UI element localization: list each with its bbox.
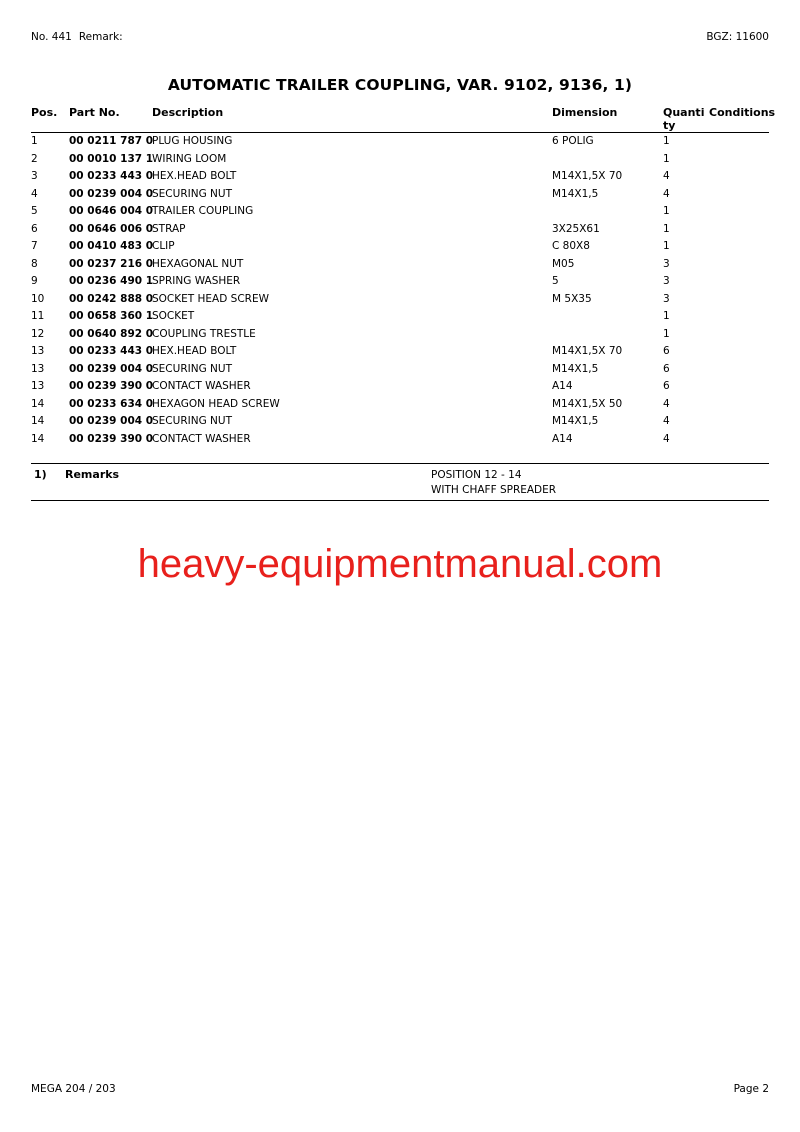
cell-description: PLUG HOUSING [152, 135, 233, 147]
cell-quantity: 3 [663, 257, 670, 270]
cell-pos: 6 [31, 222, 38, 235]
cell-quantity: 1 [663, 327, 670, 340]
table-row [31, 168, 769, 186]
watermark: heavy-equipmentmanual.com [137, 542, 663, 586]
footer-model: MEGA 204 / 203 [31, 1083, 116, 1095]
table-row [31, 186, 769, 204]
cell-description: SOCKET [152, 310, 195, 322]
cell-part-no: 00 0237 216 0 [69, 257, 154, 270]
cell-quantity: 4 [663, 397, 670, 410]
table-row [31, 396, 769, 414]
cell-dimension: M14X1,5 [552, 362, 599, 375]
cell-part-no: 00 0658 360 1 [69, 310, 154, 322]
table-row [31, 291, 769, 309]
table-row [31, 361, 769, 379]
cell-quantity: 1 [663, 135, 670, 147]
cell-description: SPRING WASHER [152, 275, 241, 287]
cell-description: HEXAGON HEAD SCREW [152, 397, 280, 410]
col-description-header: Description [152, 106, 224, 119]
cell-description: SECURING NUT [152, 362, 232, 375]
cell-description: HEX.HEAD BOLT [152, 345, 237, 357]
cell-part-no: 00 0233 634 0 [69, 397, 154, 410]
cell-part-no: 00 0239 004 0 [69, 415, 154, 427]
table-body [31, 133, 769, 448]
cell-description: COUPLING TRESTLE [152, 327, 256, 340]
remarks-section [31, 463, 769, 501]
cell-pos: 2 [31, 152, 38, 165]
cell-quantity: 1 [663, 240, 670, 252]
cell-description: SECURING NUT [152, 187, 232, 200]
cell-quantity: 4 [663, 170, 670, 182]
parts-table [31, 106, 776, 448]
table-row [31, 221, 769, 239]
cell-quantity: 6 [663, 345, 670, 357]
cell-dimension: M14X1,5X 70 [552, 170, 623, 182]
cell-pos: 13 [31, 362, 45, 375]
cell-dimension: M14X1,5X 50 [552, 397, 623, 410]
cell-part-no: 00 0233 443 0 [69, 345, 154, 357]
col-part-no-header: Part No. [69, 106, 120, 119]
cell-pos: 14 [31, 415, 45, 427]
cell-part-no: 00 0236 490 1 [69, 275, 154, 287]
cell-dimension: 6 POLIG [552, 135, 594, 147]
cell-pos: 7 [31, 240, 38, 252]
table-row [31, 273, 769, 291]
cell-description: CONTACT WASHER [152, 380, 251, 392]
col-dimension-header: Dimension [552, 106, 618, 119]
cell-dimension: M 5X35 [552, 292, 592, 305]
cell-part-no: 00 0410 483 0 [69, 240, 154, 252]
cell-dimension: A14 [552, 380, 573, 392]
cell-description: SECURING NUT [152, 415, 232, 427]
table-row [31, 413, 769, 431]
table-row [31, 326, 769, 344]
table-row [31, 308, 769, 326]
cell-pos: 14 [31, 432, 45, 445]
cell-pos: 8 [31, 257, 38, 270]
remark-label: Remark: [78, 31, 123, 43]
remarks-text [431, 468, 556, 498]
cell-description: HEX.HEAD BOLT [152, 170, 237, 182]
document-number [31, 31, 123, 43]
cell-dimension: M14X1,5 [552, 187, 599, 200]
table-row [31, 256, 769, 274]
cell-quantity: 1 [663, 310, 670, 322]
table-row [31, 378, 769, 396]
table-header [31, 106, 776, 133]
cell-quantity: 3 [663, 292, 670, 305]
remarks-label: Remarks [65, 468, 120, 481]
footer-page-number: Page 2 [733, 1083, 769, 1095]
cell-part-no: 00 0239 004 0 [69, 362, 154, 375]
cell-pos: 11 [31, 310, 45, 322]
number-label: No. 441 [31, 31, 72, 43]
cell-part-no: 00 0646 004 0 [69, 205, 154, 217]
col-pos-header: Pos. [31, 106, 58, 119]
cell-part-no: 00 0010 137 1 [69, 152, 154, 165]
cell-pos: 13 [31, 345, 45, 357]
table-row [31, 238, 769, 256]
cell-dimension: C 80X8 [552, 240, 590, 252]
remarks-number: 1) [34, 468, 47, 481]
cell-pos: 12 [31, 327, 45, 340]
cell-part-no: 00 0239 390 0 [69, 380, 154, 392]
table-row [31, 151, 769, 169]
cell-part-no: 00 0211 787 0 [69, 135, 154, 147]
cell-quantity: 4 [663, 187, 670, 200]
cell-part-no: 00 0239 004 0 [69, 187, 154, 200]
cell-description: STRAP [152, 222, 186, 235]
remarks-line-1: POSITION 12 - 14 [431, 469, 522, 481]
cell-dimension: 3X25X61 [552, 222, 600, 235]
cell-description: TRAILER COUPLING [152, 205, 254, 217]
cell-quantity: 4 [663, 432, 670, 445]
cell-quantity: 6 [663, 380, 670, 392]
cell-part-no: 00 0239 390 0 [69, 432, 154, 445]
cell-quantity: 4 [663, 415, 670, 427]
cell-pos: 3 [31, 170, 38, 182]
col-conditions-header: Conditions [709, 106, 776, 119]
remarks-line-2: WITH CHAFF SPREADER [431, 484, 557, 496]
cell-description: SOCKET HEAD SCREW [152, 292, 269, 305]
cell-dimension: M14X1,5 [552, 415, 599, 427]
cell-pos: 4 [31, 187, 38, 200]
cell-quantity: 1 [663, 205, 670, 217]
cell-dimension: M05 [552, 257, 575, 270]
cell-quantity: 1 [663, 152, 670, 165]
cell-description: CLIP [152, 240, 175, 252]
cell-quantity: 6 [663, 362, 670, 375]
cell-quantity: 3 [663, 275, 670, 287]
table-row [31, 343, 769, 361]
cell-pos: 1 [31, 135, 38, 147]
cell-part-no: 00 0233 443 0 [69, 170, 154, 182]
cell-pos: 14 [31, 397, 45, 410]
cell-description: WIRING LOOM [152, 152, 227, 165]
cell-dimension: M14X1,5X 70 [552, 345, 623, 357]
cell-description: CONTACT WASHER [152, 432, 251, 445]
cell-pos: 5 [31, 205, 38, 217]
cell-dimension: 5 [552, 275, 559, 287]
col-quantity-header: Quantity [663, 106, 705, 132]
table-row [31, 133, 769, 151]
cell-quantity: 1 [663, 222, 670, 235]
bgz-label: BGZ: 11600 [706, 31, 769, 43]
cell-part-no: 00 0242 888 0 [69, 292, 154, 305]
cell-dimension: A14 [552, 432, 573, 445]
cell-pos: 9 [31, 275, 38, 287]
cell-pos: 10 [31, 292, 45, 305]
cell-part-no: 00 0640 892 0 [69, 327, 154, 340]
table-row [31, 431, 769, 449]
page-title: AUTOMATIC TRAILER COUPLING, VAR. 9102, 9136, 1) [167, 76, 633, 94]
cell-description: HEXAGONAL NUT [152, 257, 244, 270]
cell-part-no: 00 0646 006 0 [69, 222, 154, 235]
cell-pos: 13 [31, 380, 45, 392]
table-row [31, 203, 769, 221]
